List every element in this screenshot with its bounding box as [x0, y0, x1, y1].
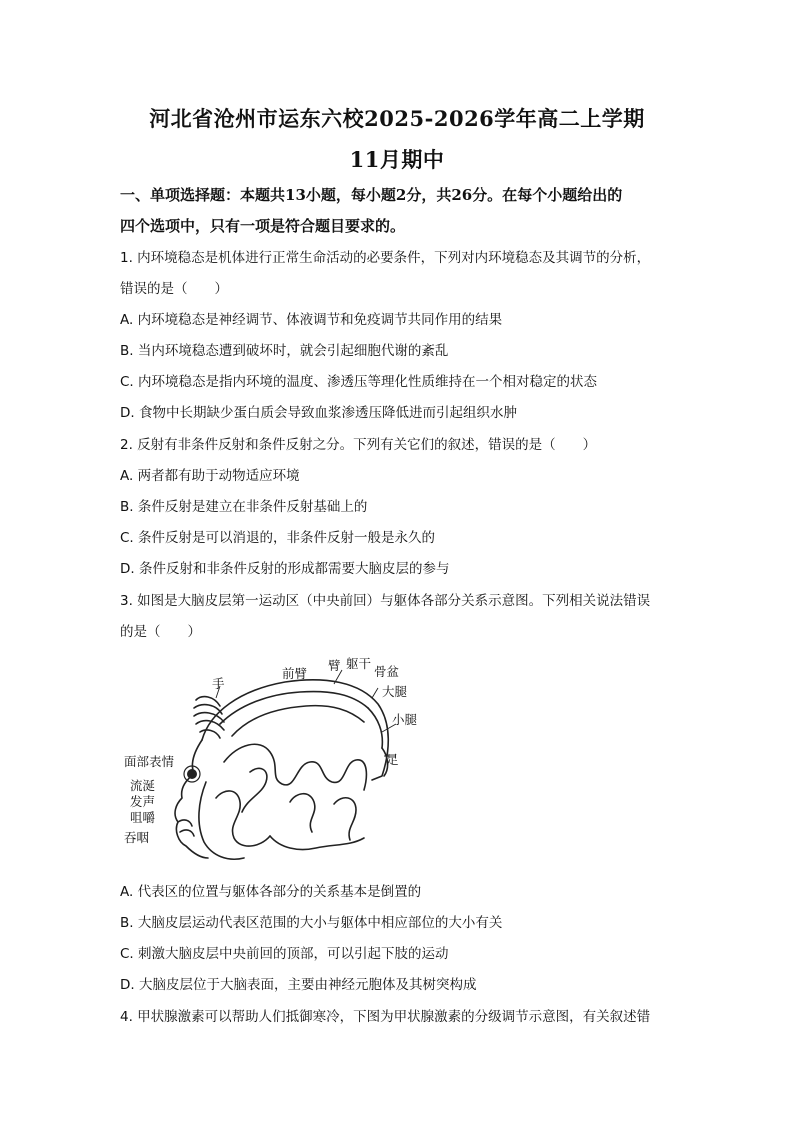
q1-stem-line2: 错误的是（ ） [120, 281, 228, 297]
label-thigh: 大腿 [382, 684, 408, 699]
label-pelvis: 骨盆 [374, 664, 400, 679]
label-swallow: 吞咽 [124, 830, 150, 845]
exam-title-line1: 河北省沧州市运东六校2025-2026学年高二上学期 [149, 106, 645, 131]
q1-option-d: D. 食物中长期缺少蛋白质会导致血浆渗透压降低进而引起组织水肿 [120, 405, 517, 421]
q2-option-d: D. 条件反射和非条件反射的形成都需要大脑皮层的参与 [120, 561, 450, 577]
q3-option-b: B. 大脑皮层运动代表区范围的大小与躯体中相应部位的大小有关 [120, 915, 503, 931]
label-hand: 手 [212, 676, 225, 691]
section-heading-line1: 一、单项选择题：本题共13小题，每小题2分，共26分。在每个小题给出的 [120, 186, 623, 204]
q2-option-a: A. 两者都有助于动物适应环境 [120, 468, 300, 484]
q2-option-c: C. 条件反射是可以消退的，非条件反射一般是永久的 [120, 530, 436, 546]
eye-mark [187, 769, 197, 779]
q1-option-a: A. 内环境稳态是神经调节、体液调节和免疫调节共同作用的结果 [120, 312, 503, 328]
exam-title-line2: 11月期中 [349, 147, 445, 172]
label-voice: 发声 [130, 794, 156, 809]
q4-stem-line1: 4. 甲状腺激素可以帮助人们抵御寒冷，下图为甲状腺激素的分级调节示意图，有关叙述错 [120, 1009, 651, 1025]
label-foot: 足 [386, 752, 399, 767]
label-face: 面部表情 [124, 754, 175, 769]
q2-option-b: B. 条件反射是建立在非条件反射基础上的 [120, 499, 368, 515]
label-forearm: 前臂 [282, 666, 308, 681]
q3-option-a: A. 代表区的位置与躯体各部分的关系基本是倒置的 [120, 884, 422, 900]
label-chew: 咀嚼 [130, 810, 156, 825]
q3-option-c: C. 刺激大脑皮层中央前回的顶部，可以引起下肢的运动 [120, 946, 449, 962]
q1-option-c: C. 内环境稳态是指内环境的温度、渗透压等理化性质维持在一个相对稳定的状态 [120, 374, 598, 390]
q3-stem-line1: 3. 如图是大脑皮层第一运动区（中央前回）与躯体各部分关系示意图。下列相关说法错误 [120, 593, 651, 609]
q2-stem: 2. 反射有非条件反射和条件反射之分。下列有关它们的叙述，错误的是（ ） [120, 437, 597, 453]
q1-option-b: B. 当内环境稳态遭到破坏时，就会引起细胞代谢的紊乱 [120, 343, 449, 359]
label-calf: 小腿 [392, 712, 418, 727]
q3-stem-line2: 的是（ ） [120, 624, 201, 640]
motor-cortex-figure [120, 652, 420, 870]
label-trunk: 躯干 [346, 656, 372, 671]
label-drool: 流涎 [130, 778, 156, 793]
q1-stem-line1: 1. 内环境稳态是机体进行正常生命活动的必要条件，下列对内环境稳态及其调节的分析， [120, 250, 651, 266]
label-arm: 臂 [328, 658, 341, 673]
q3-option-d: D. 大脑皮层位于大脑表面，主要由神经元胞体及其树突构成 [120, 977, 477, 993]
section-heading-line2: 四个选项中，只有一项是符合题目要求的。 [120, 217, 406, 235]
